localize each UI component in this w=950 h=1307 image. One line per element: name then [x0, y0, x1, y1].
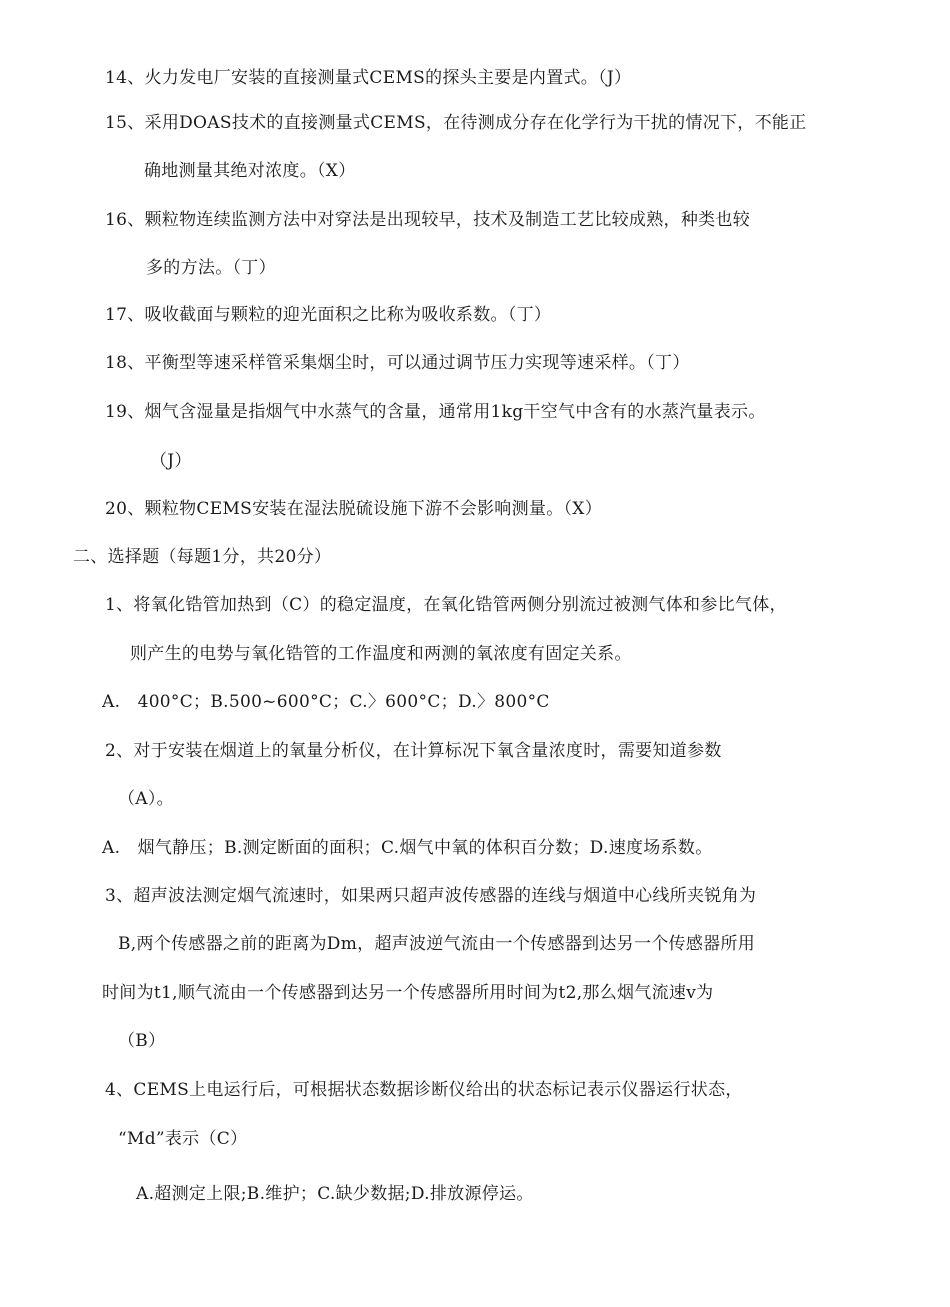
tf-item-20: 20、颗粒物CEMS安装在湿法脱硫设施下游不会影响测量。（X） [105, 499, 603, 519]
mc-item-2-options: A. 烟气静压；B.测定断面的面积；C.烟气中氧的体积百分数；D.速度场系数。 [102, 838, 713, 858]
tf-item-15-cont: 确地测量其绝对浓度。（X） [144, 161, 356, 181]
mc-item-2-cont: （A）。 [118, 789, 174, 809]
mc-item-1-cont: 则产生的电势与氧化锆管的工作温度和两测的氧浓度有固定关系。 [130, 644, 632, 664]
tf-item-18: 18、平衡型等速采样管采集烟尘时，可以通过调节压力实现等速采样。（丁） [105, 353, 690, 373]
mc-item-1: 1、将氧化锆管加热到（C）的稳定温度，在氧化锆管两侧分别流过被测气体和参比气体， [105, 595, 787, 615]
tf-item-19-cont: （J） [150, 451, 192, 471]
mc-item-4-cont: “Md”表示（C） [118, 1129, 248, 1149]
tf-item-14: 14、火力发电厂安装的直接测量式CEMS的探头主要是内置式。（J） [105, 68, 632, 88]
mc-item-3-cont-1: B,两个传感器之前的距离为Dm，超声波逆气流由一个传感器到达另一个传感器所用 [118, 934, 756, 954]
mc-item-3: 3、超声波法测定烟气流速时，如果两只超声波传感器的连线与烟道中心线所夹锐角为 [105, 886, 757, 906]
mc-item-2: 2、对于安装在烟道上的氧量分析仪，在计算标况下氧含量浓度时，需要知道参数 [105, 741, 722, 761]
mc-item-3-cont-2: 时间为t1,顺气流由一个传感器到达另一个传感器所用时间为t2,那么烟气流速v为 [102, 983, 714, 1003]
mc-item-3-cont-3: （B） [118, 1031, 166, 1051]
tf-item-16-cont: 多的方法。（丁） [146, 258, 276, 278]
tf-item-15: 15、采用DOAS技术的直接测量式CEMS，在待测成分存在化学行为干扰的情况下，不能正 [105, 113, 807, 133]
mc-item-4: 4、CEMS上电运行后，可根据状态数据诊断仪给出的状态标记表示仪器运行状态， [105, 1080, 743, 1100]
tf-item-17: 17、吸收截面与颗粒的迎光面积之比称为吸收系数。（丁） [105, 305, 552, 325]
tf-item-16: 16、颗粒物连续监测方法中对穿法是出现较早，技术及制造工艺比较成熟，种类也较 [105, 210, 751, 230]
section-heading: 二、选择题（每题1分，共20分） [73, 547, 332, 567]
tf-item-19: 19、烟气含湿量是指烟气中水蒸气的含量，通常用1kg干空气中含有的水蒸汽量表示。 [105, 402, 766, 422]
mc-item-1-options: A. 400°C；B.500~600°C；C.〉600°C；D.〉800°C [102, 692, 550, 712]
mc-item-4-options: A.超测定上限;B.维护；C.缺少数据;D.排放源停运。 [136, 1184, 534, 1204]
